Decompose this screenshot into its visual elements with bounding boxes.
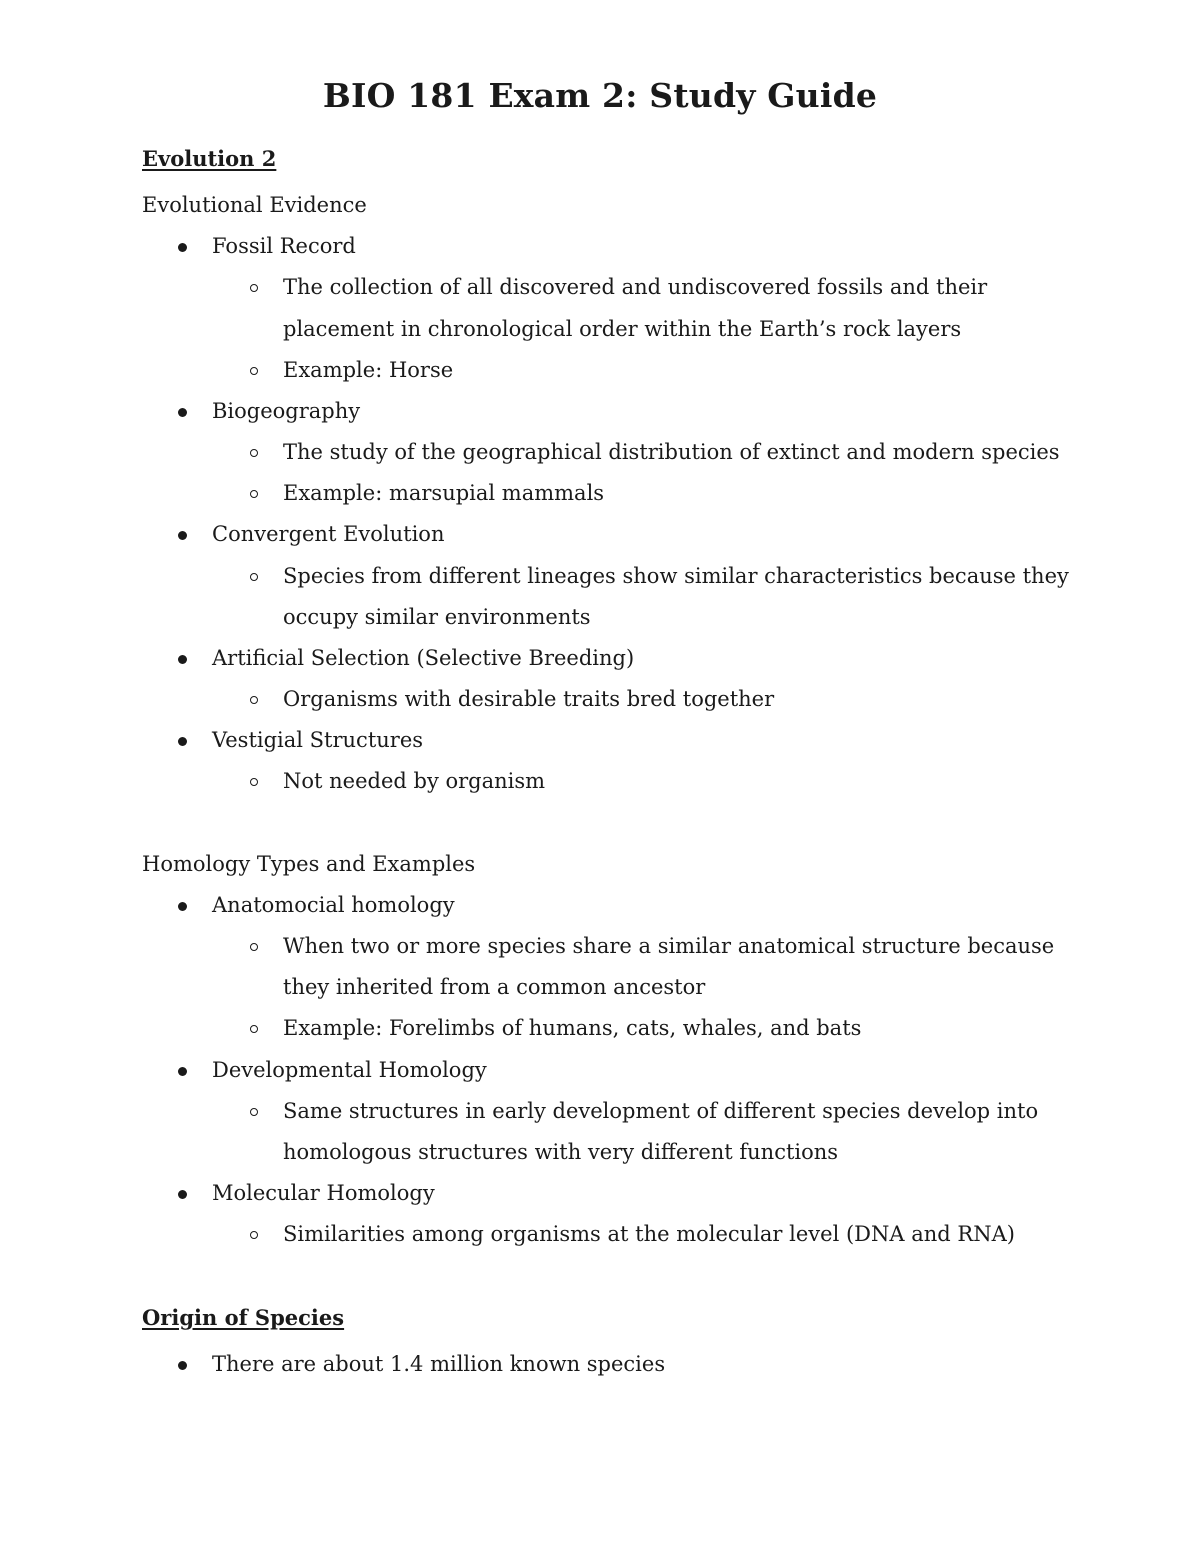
bullet-dot-icon	[178, 531, 187, 540]
bullet-dot-icon	[178, 902, 187, 911]
bullet-circle-icon	[250, 573, 258, 581]
sub-list-item-continued: homologous structures with very different functions	[283, 1140, 839, 1164]
list-item: There are about 1.4 million known species	[212, 1352, 666, 1376]
bullet-circle-icon	[250, 1231, 258, 1239]
bullet-dot-icon	[178, 408, 187, 417]
page-title: BIO 181 Exam 2: Study Guide	[322, 76, 878, 115]
list-item: Developmental Homology	[212, 1058, 487, 1082]
sub-list-item: Same structures in early development of different species develop into	[283, 1099, 1039, 1123]
bullet-circle-icon	[250, 367, 258, 375]
sub-list-item: Similarities among organisms at the molecular level (DNA and RNA)	[283, 1222, 1015, 1246]
sub-list-item: Not needed by organism	[283, 769, 546, 793]
bullet-circle-icon	[250, 284, 258, 292]
subheading-evolutional-evidence: Evolutional Evidence	[142, 193, 367, 217]
bullet-circle-icon	[250, 778, 258, 786]
sub-list-item-continued: placement in chronological order within the Earth’s rock layers	[283, 317, 962, 341]
sub-list-item: Organisms with desirable traits bred together	[283, 687, 775, 711]
sub-list-item: The study of the geographical distribution of extinct and modern species	[283, 440, 1060, 464]
sub-list-item: Species from different lineages show similar characteristics because they	[283, 564, 1069, 588]
sub-list-item: The collection of all discovered and undiscovered fossils and their	[283, 275, 988, 299]
list-item: Anatomocial homology	[212, 893, 455, 917]
list-item: Molecular Homology	[212, 1181, 435, 1205]
bullet-dot-icon	[178, 655, 187, 664]
bullet-circle-icon	[250, 1108, 258, 1116]
subheading-homology: Homology Types and Examples	[142, 852, 476, 876]
list-item: Fossil Record	[212, 234, 356, 258]
bullet-circle-icon	[250, 696, 258, 704]
bullet-dot-icon	[178, 243, 187, 252]
bullet-circle-icon	[250, 449, 258, 457]
bullet-dot-icon	[178, 1361, 187, 1370]
bullet-dot-icon	[178, 1067, 187, 1076]
bullet-circle-icon	[250, 490, 258, 498]
bullet-circle-icon	[250, 943, 258, 951]
sub-list-item-continued: occupy similar environments	[283, 605, 591, 629]
list-item: Biogeography	[212, 399, 361, 423]
list-item: Artificial Selection (Selective Breeding)	[212, 646, 635, 670]
section-heading-evolution: Evolution 2	[142, 146, 277, 171]
section-heading-origin: Origin of Species	[142, 1305, 345, 1330]
sub-list-item: Example: Horse	[283, 358, 454, 382]
bullet-dot-icon	[178, 737, 187, 746]
sub-list-item: Example: Forelimbs of humans, cats, whales, and bats	[283, 1016, 862, 1040]
list-item: Convergent Evolution	[212, 522, 445, 546]
bullet-dot-icon	[178, 1190, 187, 1199]
sub-list-item-continued: they inherited from a common ancestor	[283, 975, 706, 999]
sub-list-item: When two or more species share a similar anatomical structure because	[283, 934, 1055, 958]
bullet-circle-icon	[250, 1025, 258, 1033]
sub-list-item: Example: marsupial mammals	[283, 481, 605, 505]
list-item: Vestigial Structures	[212, 728, 424, 752]
